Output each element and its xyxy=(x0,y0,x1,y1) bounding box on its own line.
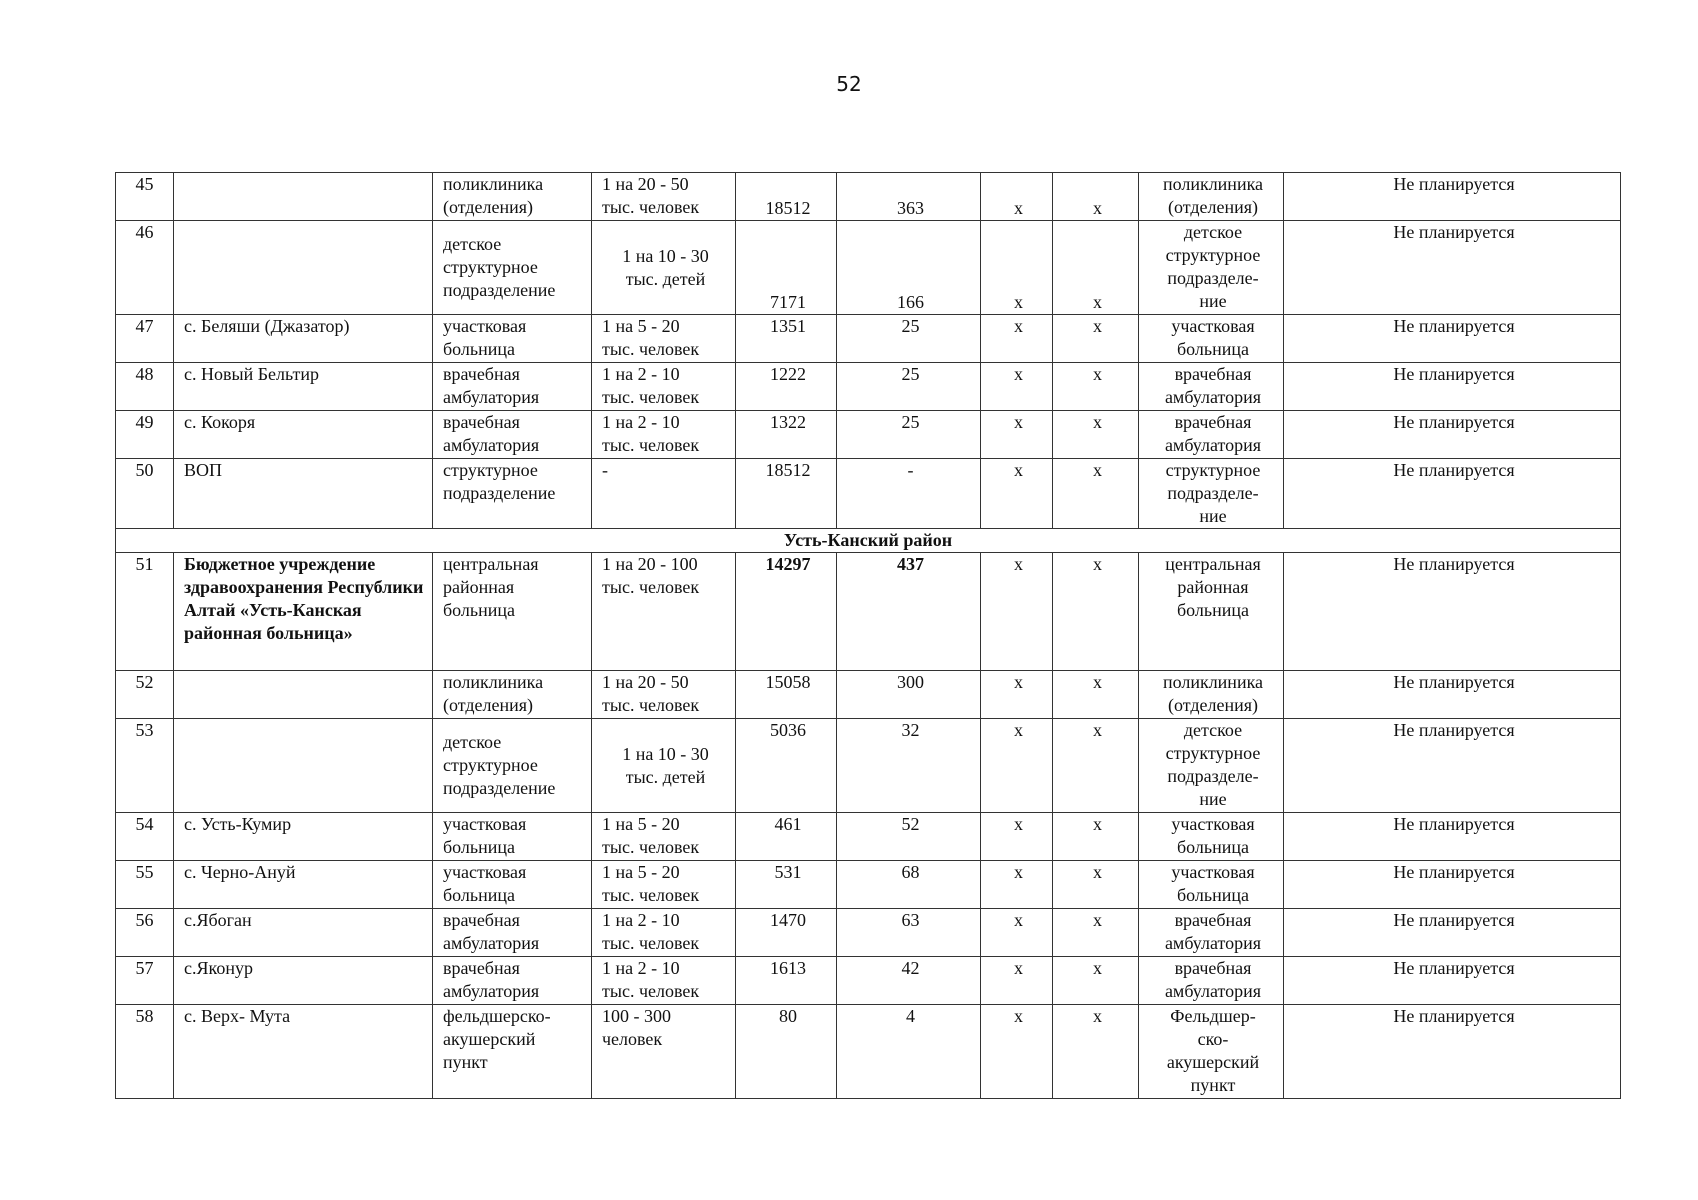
planned-facility-type: врачебная амбулатория xyxy=(1139,957,1284,1005)
x-mark-1: х xyxy=(981,363,1053,411)
table-row xyxy=(116,671,1621,719)
settlement-name: Бюджетное учреждение здравоохранения Республики Алтай «Усть-Канская районная больница» xyxy=(174,553,433,671)
facility-type: фельдшерско- акушерский пункт xyxy=(433,1005,592,1099)
x-mark-2: х xyxy=(1053,553,1139,671)
plan-status: Не планируется xyxy=(1284,459,1621,529)
norm-value: 1 на 20 - 50 тыс. человек xyxy=(592,173,736,221)
x-mark-1: х xyxy=(981,221,1053,315)
norm-value: 1 на 10 - 30 тыс. детей xyxy=(592,221,736,315)
population-value: 80 xyxy=(736,1005,837,1099)
x-mark-2: х xyxy=(1053,315,1139,363)
capacity-value: 300 xyxy=(837,671,981,719)
population-value: 15058 xyxy=(736,671,837,719)
settlement-name: с. Усть-Кумир xyxy=(174,813,433,861)
x-mark-1: х xyxy=(981,909,1053,957)
x-mark-2: х xyxy=(1053,221,1139,315)
capacity-value: 437 xyxy=(837,553,981,671)
facility-type: участковая больница xyxy=(433,315,592,363)
plan-status: Не планируется xyxy=(1284,813,1621,861)
norm-value: - xyxy=(592,459,736,529)
table-row xyxy=(116,221,1621,315)
population-value: 1470 xyxy=(736,909,837,957)
x-mark-2: х xyxy=(1053,173,1139,221)
table-row xyxy=(116,719,1621,813)
row-number: 55 xyxy=(116,861,174,909)
planned-facility-type: детское структурное подразделе- ние xyxy=(1139,719,1284,813)
x-mark-1: х xyxy=(981,173,1053,221)
plan-status: Не планируется xyxy=(1284,909,1621,957)
row-number: 54 xyxy=(116,813,174,861)
table-row xyxy=(116,1005,1621,1099)
row-number: 53 xyxy=(116,719,174,813)
row-number: 46 xyxy=(116,221,174,315)
settlement-name: с. Черно-Ануй xyxy=(174,861,433,909)
settlement-name: с.Ябоган xyxy=(174,909,433,957)
plan-status: Не планируется xyxy=(1284,411,1621,459)
facility-type: врачебная амбулатория xyxy=(433,363,592,411)
x-mark-1: х xyxy=(981,459,1053,529)
norm-value: 1 на 20 - 50 тыс. человек xyxy=(592,671,736,719)
capacity-value: 166 xyxy=(837,221,981,315)
population-value: 531 xyxy=(736,861,837,909)
row-number: 52 xyxy=(116,671,174,719)
plan-status: Не планируется xyxy=(1284,671,1621,719)
planned-facility-type: поликлиника (отделения) xyxy=(1139,173,1284,221)
table-row xyxy=(116,363,1621,411)
planned-facility-type: поликлиника (отделения) xyxy=(1139,671,1284,719)
planned-facility-type: структурное подразделе- ние xyxy=(1139,459,1284,529)
district-name: Усть-Канский район xyxy=(116,529,1621,553)
facilities-table xyxy=(115,172,1621,1099)
table-body xyxy=(116,173,1621,1099)
facility-type: поликлиника (отделения) xyxy=(433,173,592,221)
table-row xyxy=(116,813,1621,861)
population-value: 1613 xyxy=(736,957,837,1005)
planned-facility-type: центральная районная больница xyxy=(1139,553,1284,671)
capacity-value: 32 xyxy=(837,719,981,813)
norm-value: 1 на 5 - 20 тыс. человек xyxy=(592,861,736,909)
plan-status: Не планируется xyxy=(1284,861,1621,909)
facility-type: структурное подразделение xyxy=(433,459,592,529)
row-number: 45 xyxy=(116,173,174,221)
norm-value: 1 на 2 - 10 тыс. человек xyxy=(592,909,736,957)
x-mark-2: х xyxy=(1053,1005,1139,1099)
planned-facility-type: врачебная амбулатория xyxy=(1139,909,1284,957)
capacity-value: 42 xyxy=(837,957,981,1005)
table-row xyxy=(116,173,1621,221)
settlement-name xyxy=(174,221,433,315)
plan-status: Не планируется xyxy=(1284,363,1621,411)
row-number: 48 xyxy=(116,363,174,411)
facility-type: поликлиника (отделения) xyxy=(433,671,592,719)
capacity-value: - xyxy=(837,459,981,529)
capacity-value: 363 xyxy=(837,173,981,221)
x-mark-2: х xyxy=(1053,411,1139,459)
facility-type: врачебная амбулатория xyxy=(433,909,592,957)
facility-type: детское структурное подразделение xyxy=(433,221,592,315)
table-row xyxy=(116,459,1621,529)
plan-status: Не планируется xyxy=(1284,221,1621,315)
capacity-value: 68 xyxy=(837,861,981,909)
planned-facility-type: врачебная амбулатория xyxy=(1139,363,1284,411)
row-number: 47 xyxy=(116,315,174,363)
population-value: 1351 xyxy=(736,315,837,363)
facility-type: участковая больница xyxy=(433,813,592,861)
facility-type: детское структурное подразделение xyxy=(433,719,592,813)
norm-value: 1 на 2 - 10 тыс. человек xyxy=(592,363,736,411)
page-number: 52 xyxy=(836,72,862,96)
settlement-name: с. Верх- Мута xyxy=(174,1005,433,1099)
capacity-value: 25 xyxy=(837,315,981,363)
settlement-name: ВОП xyxy=(174,459,433,529)
table-row xyxy=(116,315,1621,363)
x-mark-2: х xyxy=(1053,671,1139,719)
population-value: 7171 xyxy=(736,221,837,315)
x-mark-2: х xyxy=(1053,813,1139,861)
x-mark-2: х xyxy=(1053,459,1139,529)
settlement-name: с. Кокоря xyxy=(174,411,433,459)
x-mark-2: х xyxy=(1053,909,1139,957)
settlement-name xyxy=(174,173,433,221)
facility-type: врачебная амбулатория xyxy=(433,957,592,1005)
plan-status: Не планируется xyxy=(1284,173,1621,221)
population-value: 5036 xyxy=(736,719,837,813)
settlement-name: с. Беляши (Джазатор) xyxy=(174,315,433,363)
facility-type: участковая больница xyxy=(433,861,592,909)
plan-status: Не планируется xyxy=(1284,315,1621,363)
x-mark-1: х xyxy=(981,813,1053,861)
x-mark-1: х xyxy=(981,957,1053,1005)
planned-facility-type: участковая больница xyxy=(1139,813,1284,861)
table-row xyxy=(116,411,1621,459)
row-number: 57 xyxy=(116,957,174,1005)
population-value: 18512 xyxy=(736,459,837,529)
capacity-value: 25 xyxy=(837,363,981,411)
population-value: 1222 xyxy=(736,363,837,411)
row-number: 50 xyxy=(116,459,174,529)
x-mark-1: х xyxy=(981,861,1053,909)
x-mark-2: х xyxy=(1053,957,1139,1005)
norm-value: 1 на 2 - 10 тыс. человек xyxy=(592,411,736,459)
norm-value: 1 на 2 - 10 тыс. человек xyxy=(592,957,736,1005)
facility-type: врачебная амбулатория xyxy=(433,411,592,459)
row-number: 51 xyxy=(116,553,174,671)
table-row xyxy=(116,957,1621,1005)
facility-type: центральная районная больница xyxy=(433,553,592,671)
settlement-name: с.Яконур xyxy=(174,957,433,1005)
norm-value: 1 на 10 - 30 тыс. детей xyxy=(592,719,736,813)
population-value: 461 xyxy=(736,813,837,861)
table-row xyxy=(116,861,1621,909)
settlement-name xyxy=(174,671,433,719)
row-number: 58 xyxy=(116,1005,174,1099)
x-mark-2: х xyxy=(1053,363,1139,411)
planned-facility-type: Фельдшер- ско- акушерский пункт xyxy=(1139,1005,1284,1099)
table-row xyxy=(116,909,1621,957)
plan-status: Не планируется xyxy=(1284,719,1621,813)
planned-facility-type: участковая больница xyxy=(1139,861,1284,909)
x-mark-2: х xyxy=(1053,719,1139,813)
capacity-value: 25 xyxy=(837,411,981,459)
row-number: 56 xyxy=(116,909,174,957)
plan-status: Не планируется xyxy=(1284,1005,1621,1099)
x-mark-1: х xyxy=(981,553,1053,671)
norm-value: 100 - 300 человек xyxy=(592,1005,736,1099)
x-mark-1: х xyxy=(981,1005,1053,1099)
x-mark-1: х xyxy=(981,411,1053,459)
row-number: 49 xyxy=(116,411,174,459)
planned-facility-type: врачебная амбулатория xyxy=(1139,411,1284,459)
x-mark-1: х xyxy=(981,719,1053,813)
norm-value: 1 на 5 - 20 тыс. человек xyxy=(592,813,736,861)
plan-status: Не планируется xyxy=(1284,553,1621,671)
population-value: 1322 xyxy=(736,411,837,459)
population-value: 18512 xyxy=(736,173,837,221)
x-mark-1: х xyxy=(981,671,1053,719)
x-mark-1: х xyxy=(981,315,1053,363)
planned-facility-type: детское структурное подразделе- ние xyxy=(1139,221,1284,315)
x-mark-2: х xyxy=(1053,861,1139,909)
district-header-row xyxy=(116,529,1621,553)
norm-value: 1 на 5 - 20 тыс. человек xyxy=(592,315,736,363)
settlement-name xyxy=(174,719,433,813)
capacity-value: 4 xyxy=(837,1005,981,1099)
population-value: 14297 xyxy=(736,553,837,671)
capacity-value: 52 xyxy=(837,813,981,861)
table-row xyxy=(116,553,1621,671)
plan-status: Не планируется xyxy=(1284,957,1621,1005)
planned-facility-type: участковая больница xyxy=(1139,315,1284,363)
capacity-value: 63 xyxy=(837,909,981,957)
settlement-name: с. Новый Бельтир xyxy=(174,363,433,411)
norm-value: 1 на 20 - 100 тыс. человек xyxy=(592,553,736,671)
